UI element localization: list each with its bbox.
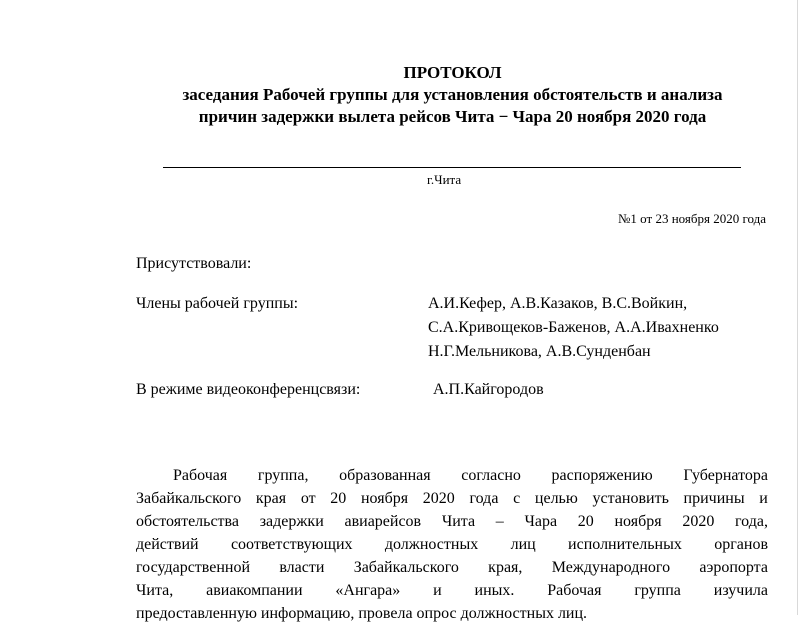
paragraph-word: лиц: [510, 536, 536, 553]
paragraph-line: [136, 556, 768, 579]
members-list: [428, 292, 719, 364]
paragraph-word: Рабочая: [173, 467, 228, 484]
paragraph-word: исполнительных: [568, 536, 682, 553]
videoconference-participant: А.П.Кайгородов: [433, 381, 544, 398]
header-underline: [163, 167, 741, 168]
paragraph-word: Рабочая: [547, 582, 602, 599]
paragraph-word: власти: [279, 559, 325, 576]
paragraph-word: задержки: [259, 513, 324, 530]
paragraph-word: соответствующих: [230, 536, 353, 553]
paragraph-word: причины: [683, 490, 745, 507]
paragraph-word: аэропорта: [699, 559, 768, 576]
document-header: [0, 62, 799, 128]
paragraph-word: образованная: [339, 467, 431, 484]
paragraph-word: –: [495, 513, 504, 530]
paragraph-word: 20: [577, 513, 594, 530]
paragraph-word: от: [300, 490, 316, 507]
paragraph-word: года,: [735, 513, 768, 530]
paragraph-word: года: [469, 490, 499, 507]
body-paragraph: [136, 464, 768, 625]
paragraph-word: края: [255, 490, 287, 507]
present-label: Присутствовали:: [136, 255, 252, 272]
paragraph-word: изучила: [713, 582, 768, 599]
paragraph-word: группа: [634, 582, 681, 599]
paragraph-word: государственной: [136, 559, 251, 576]
paragraph-word: и: [433, 582, 442, 599]
paragraph-word: ноября: [614, 513, 662, 530]
paragraph-line: [136, 487, 768, 510]
paragraph-word: Чита,: [136, 582, 174, 599]
paragraph-word: Забайкальского: [353, 559, 459, 576]
members-line: Н.Г.Мельникова, А.В.Сунденбан: [428, 343, 651, 360]
paragraph-line: [136, 464, 768, 487]
paragraph-word: края,: [488, 559, 523, 576]
paragraph-line: [136, 602, 768, 625]
paragraph-word: установить: [592, 490, 669, 507]
paragraph-word: Губернатора: [683, 467, 768, 484]
paragraph-word: распоряжению: [551, 467, 653, 484]
paragraph-word: Международного: [551, 559, 671, 576]
members-line: А.И.Кефер, А.В.Казаков, В.С.Войкин,: [428, 295, 688, 312]
members-line: С.А.Кривощеков-Баженов, А.А.Ивахненко: [428, 319, 719, 336]
paragraph-word: должностных: [384, 536, 479, 553]
paragraph-word: Чита: [441, 513, 476, 530]
paragraph-line: [136, 533, 768, 556]
paragraph-word: Чара: [524, 513, 558, 530]
paragraph-word: ноября: [360, 490, 409, 507]
paragraph-line: [136, 510, 768, 533]
document-subtitle-line-1: заседания Рабочей группы для установления обстоятельств и анализа: [182, 85, 723, 104]
paragraph-word: действий: [136, 536, 199, 553]
members-label: Члены рабочей группы:: [136, 295, 299, 312]
paragraph-word: Забайкальского: [136, 490, 242, 507]
paragraph-word: «Ангара»: [335, 582, 401, 599]
paragraph-word: авиарейсов: [344, 513, 422, 530]
paragraph-word: группа,: [257, 467, 309, 484]
paragraph-word: и: [759, 490, 768, 507]
paragraph-word: авиакомпании: [206, 582, 303, 599]
document-title: ПРОТОКОЛ: [403, 63, 502, 82]
paragraph-word: 2020: [682, 513, 715, 530]
paragraph-word: предоставленную информацию, провела опрос должностных лиц.: [136, 605, 588, 622]
paragraph-word: 2020: [422, 490, 455, 507]
paragraph-word: органов: [714, 536, 768, 553]
paragraph-word: иных.: [474, 582, 515, 599]
paragraph-word: 20: [330, 490, 347, 507]
paragraph-word: согласно: [461, 467, 521, 484]
city-name: г.Чита: [427, 172, 462, 187]
paragraph-line: [136, 579, 768, 602]
protocol-number: №1 от 23 ноября 2020 года: [618, 211, 766, 226]
videoconference-label: В режиме видеоконференцсвязи:: [136, 381, 361, 398]
document-subtitle-line-2: причин задержки вылета рейсов Чита − Чара 20 ноября 2020 года: [198, 107, 707, 126]
paragraph-word: обстоятельства: [136, 513, 239, 530]
paragraph-word: с: [513, 490, 521, 507]
paragraph-word: целью: [534, 490, 578, 507]
